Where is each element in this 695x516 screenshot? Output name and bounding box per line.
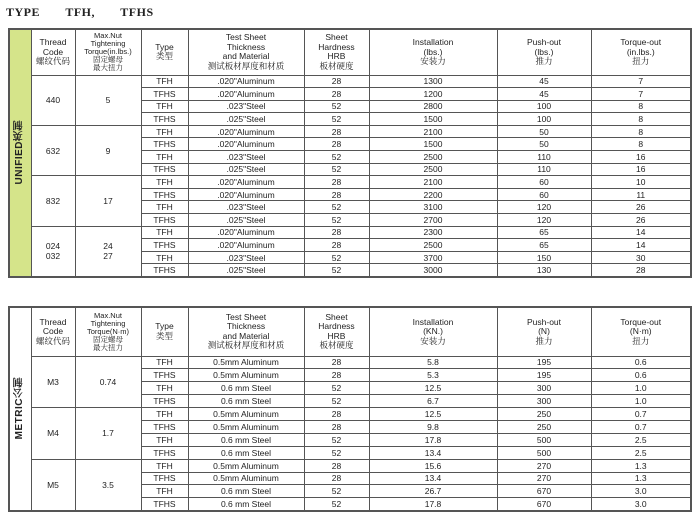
table-row xyxy=(9,176,691,189)
header-line: 螺纹代码 xyxy=(35,56,70,66)
max-torque-cell xyxy=(75,75,141,125)
torque-out-cell: 8 xyxy=(591,100,691,113)
thread-code: M3 xyxy=(47,376,59,387)
push-out-cell: 195 xyxy=(497,356,591,369)
column-header-torque xyxy=(75,29,141,75)
sheet-material-cell: .025"Steel xyxy=(188,113,304,126)
hardness-cell: 52 xyxy=(304,214,369,227)
table-row xyxy=(9,226,691,239)
type-cell: TFHS xyxy=(141,188,188,201)
installation-cell: 15.6 xyxy=(369,459,497,472)
sheet-material-cell: .023"Steel xyxy=(188,201,304,214)
installation-cell: 12.5 xyxy=(369,408,497,421)
push-out-cell: 100 xyxy=(497,100,591,113)
hardness-cell: 52 xyxy=(304,201,369,214)
header-line: 最大扭力 xyxy=(93,63,123,73)
push-out-cell: 500 xyxy=(497,446,591,459)
type-cell: TFH xyxy=(141,176,188,189)
hardness-cell: 28 xyxy=(304,125,369,138)
header-line: Sheet xyxy=(325,311,348,322)
installation-cell: 2100 xyxy=(369,176,497,189)
column-header-torqueout xyxy=(591,307,691,356)
sheet-material-cell: .023"Steel xyxy=(188,100,304,113)
installation-cell: 17.8 xyxy=(369,498,497,511)
header-line: 推力 xyxy=(535,56,553,66)
sheet-material-cell: .025"Steel xyxy=(188,264,304,277)
sheet-material-cell: .020"Aluminum xyxy=(188,239,304,252)
push-out-cell: 250 xyxy=(497,408,591,421)
torque-out-cell: 14 xyxy=(591,239,691,252)
sheet-material-cell: 0.6 mm Steel xyxy=(188,395,304,408)
thread-code: 632 xyxy=(45,145,61,156)
header-line: Type xyxy=(155,321,174,332)
hardness-cell: 28 xyxy=(304,188,369,201)
installation-cell: 3700 xyxy=(369,251,497,264)
thread-code: 832 xyxy=(45,195,61,206)
installation-cell: 1500 xyxy=(369,138,497,151)
max-torque: 27 xyxy=(103,251,113,262)
max-torque-cell xyxy=(75,176,141,226)
push-out-cell: 65 xyxy=(497,226,591,239)
header-line: and Material xyxy=(222,330,270,341)
type-cell: TFH xyxy=(141,201,188,214)
push-out-cell: 120 xyxy=(497,214,591,227)
type-cell: TFHS xyxy=(141,239,188,252)
header-line: 安装力 xyxy=(420,56,446,66)
max-torque-cell xyxy=(75,459,141,511)
hardness-cell: 52 xyxy=(304,382,369,395)
thread-code: M4 xyxy=(47,428,59,439)
push-out-cell: 60 xyxy=(497,188,591,201)
type-cell: TFHS xyxy=(141,113,188,126)
torque-out-cell: 1.0 xyxy=(591,382,691,395)
push-out-cell: 250 xyxy=(497,420,591,433)
column-header-torqueout xyxy=(591,29,691,75)
thread-code-cell xyxy=(31,176,75,226)
sheet-material-cell: .020"Aluminum xyxy=(188,125,304,138)
torque-out-cell: 0.6 xyxy=(591,369,691,382)
type-cell: TFH xyxy=(141,125,188,138)
type-cell: TFH xyxy=(141,408,188,421)
header-line: 固定螺母 xyxy=(93,334,123,344)
installation-cell: 5.8 xyxy=(369,356,497,369)
push-out-cell: 120 xyxy=(497,201,591,214)
metric-spec-table xyxy=(8,306,692,512)
hardness-cell: 28 xyxy=(304,176,369,189)
push-out-cell: 270 xyxy=(497,459,591,472)
sheet-material-cell: .023"Steel xyxy=(188,151,304,164)
header-line: Push-out xyxy=(526,37,562,47)
hardness-cell: 28 xyxy=(304,408,369,421)
table-row xyxy=(9,75,691,88)
column-header-install xyxy=(369,307,497,356)
torque-out-cell: 16 xyxy=(591,151,691,164)
hardness-cell: 52 xyxy=(304,113,369,126)
push-out-cell: 110 xyxy=(497,163,591,176)
thread-code: 440 xyxy=(45,95,61,106)
push-out-cell: 100 xyxy=(497,113,591,126)
header-row xyxy=(9,307,691,356)
installation-cell: 5.3 xyxy=(369,369,497,382)
type-cell: TFH xyxy=(141,75,188,88)
sheet-material-cell: 0.5mm Aluminum xyxy=(188,472,304,485)
sheet-material-cell: .020"Aluminum xyxy=(188,226,304,239)
header-line: and Material xyxy=(222,51,270,62)
push-out-cell: 45 xyxy=(497,75,591,88)
side-label-text: UNIFIED英制 xyxy=(14,119,26,184)
torque-out-cell: 7 xyxy=(591,75,691,88)
table-row xyxy=(9,356,691,369)
type-cell: TFH xyxy=(141,251,188,264)
installation-cell: 2800 xyxy=(369,100,497,113)
max-torque-cell xyxy=(75,356,141,408)
hardness-cell: 28 xyxy=(304,226,369,239)
torque-out-cell: 1.0 xyxy=(591,395,691,408)
type-cell: TFHS xyxy=(141,369,188,382)
header-line: Thickness xyxy=(226,41,266,52)
type-cell: TFH xyxy=(141,485,188,498)
hardness-cell: 52 xyxy=(304,100,369,113)
torque-out-cell: 11 xyxy=(591,188,691,201)
header-line: Thickness xyxy=(226,321,266,332)
hardness-cell: 52 xyxy=(304,395,369,408)
title-tfhs: TFHS xyxy=(120,5,154,19)
metric-side-label xyxy=(9,307,31,511)
type-cell: TFHS xyxy=(141,472,188,485)
sheet-material-cell: .020"Aluminum xyxy=(188,88,304,101)
installation-cell: 3000 xyxy=(369,264,497,277)
max-torque: 1.7 xyxy=(102,428,114,439)
header-line: Torque-out xyxy=(620,37,662,47)
hardness-cell: 52 xyxy=(304,151,369,164)
installation-cell: 26.7 xyxy=(369,485,497,498)
hardness-cell: 28 xyxy=(304,239,369,252)
thread-code-cell xyxy=(31,408,75,460)
header-row xyxy=(9,29,691,75)
installation-cell: 13.4 xyxy=(369,472,497,485)
push-out-cell: 150 xyxy=(497,251,591,264)
push-out-cell: 670 xyxy=(497,485,591,498)
header-line: 螺纹代码 xyxy=(35,335,70,346)
thread-code: 032 xyxy=(45,251,61,262)
header-line: (lbs.) xyxy=(423,46,443,57)
torque-out-cell: 8 xyxy=(591,125,691,138)
header-line: 扭力 xyxy=(632,335,650,346)
sheet-material-cell: 0.5mm Aluminum xyxy=(188,408,304,421)
torque-out-cell: 1.3 xyxy=(591,472,691,485)
header-line: Torque(N·m) xyxy=(86,326,130,336)
column-header-push xyxy=(497,307,591,356)
hardness-cell: 28 xyxy=(304,459,369,472)
column-header-thread xyxy=(31,29,75,75)
type-cell: TFH xyxy=(141,382,188,395)
installation-cell: 2500 xyxy=(369,151,497,164)
type-cell: TFH xyxy=(141,100,188,113)
thread-code-cell xyxy=(31,226,75,276)
hardness-cell: 28 xyxy=(304,88,369,101)
header-line: Test Sheet xyxy=(225,311,267,322)
unified-spec-table xyxy=(8,28,692,278)
sheet-material-cell: .020"Aluminum xyxy=(188,138,304,151)
push-out-cell: 45 xyxy=(497,88,591,101)
header-line: Max.Nut xyxy=(94,31,122,41)
installation-cell: 12.5 xyxy=(369,382,497,395)
sheet-material-cell: 0.6 mm Steel xyxy=(188,446,304,459)
sheet-material-cell: .020"Aluminum xyxy=(188,188,304,201)
installation-cell: 3100 xyxy=(369,201,497,214)
sheet-material-cell: .023"Steel xyxy=(188,251,304,264)
hardness-cell: 28 xyxy=(304,356,369,369)
installation-cell: 13.4 xyxy=(369,446,497,459)
torque-out-cell: 14 xyxy=(591,226,691,239)
column-header-install xyxy=(369,29,497,75)
max-torque: 5 xyxy=(105,95,111,106)
column-header-sheet xyxy=(188,29,304,75)
type-cell: TFH xyxy=(141,459,188,472)
sheet-material-cell: 0.5mm Aluminum xyxy=(188,420,304,433)
torque-out-cell: 26 xyxy=(591,214,691,227)
torque-out-cell: 7 xyxy=(591,88,691,101)
push-out-cell: 110 xyxy=(497,151,591,164)
header-line: Torque-out xyxy=(620,316,662,327)
header-line: Installation xyxy=(412,37,454,47)
hardness-cell: 28 xyxy=(304,75,369,88)
header-line: Torque(in.lbs.) xyxy=(84,47,132,57)
type-cell: TFH xyxy=(141,151,188,164)
header-line: Type xyxy=(155,41,174,52)
header-line: Thread xyxy=(39,316,67,327)
thread-code-cell xyxy=(31,356,75,408)
sheet-material-cell: 0.5mm Aluminum xyxy=(188,369,304,382)
hardness-cell: 52 xyxy=(304,433,369,446)
max-torque: 0.74 xyxy=(99,376,117,387)
header-line: (lbs.) xyxy=(534,46,554,57)
installation-cell: 2200 xyxy=(369,188,497,201)
sheet-material-cell: 0.5mm Aluminum xyxy=(188,356,304,369)
push-out-cell: 130 xyxy=(497,264,591,277)
push-out-cell: 50 xyxy=(497,125,591,138)
torque-out-cell: 0.7 xyxy=(591,420,691,433)
torque-out-cell: 30 xyxy=(591,251,691,264)
header-line: Hardness xyxy=(318,41,355,52)
sheet-material-cell: .020"Aluminum xyxy=(188,75,304,88)
type-cell: TFHS xyxy=(141,395,188,408)
hardness-cell: 52 xyxy=(304,163,369,176)
type-cell: TFHS xyxy=(141,163,188,176)
push-out-cell: 60 xyxy=(497,176,591,189)
hardness-cell: 28 xyxy=(304,369,369,382)
sheet-material-cell: 0.6 mm Steel xyxy=(188,382,304,395)
header-line: 推力 xyxy=(535,335,553,346)
header-line: 板材硬度 xyxy=(319,60,354,71)
header-line: 安装力 xyxy=(420,335,446,346)
header-line: 测试板材厚度和材质 xyxy=(207,340,285,351)
sheet-material-cell: 0.6 mm Steel xyxy=(188,433,304,446)
type-cell: TFHS xyxy=(141,214,188,227)
torque-out-cell: 10 xyxy=(591,176,691,189)
max-torque: 17 xyxy=(103,195,113,206)
unified-side-label xyxy=(9,29,31,277)
installation-cell: 6.7 xyxy=(369,395,497,408)
column-header-hardness xyxy=(304,307,369,356)
sheet-material-cell: .025"Steel xyxy=(188,163,304,176)
title-tfh: TFH, xyxy=(65,5,95,19)
torque-out-cell: 3.0 xyxy=(591,498,691,511)
header-line: 扭力 xyxy=(632,56,650,66)
header-line: 固定螺母 xyxy=(93,55,123,65)
installation-cell: 2100 xyxy=(369,125,497,138)
header-line: Hardness xyxy=(318,321,355,332)
column-header-sheet xyxy=(188,307,304,356)
torque-out-cell: 26 xyxy=(591,201,691,214)
column-header-type xyxy=(141,29,188,75)
torque-out-cell: 2.5 xyxy=(591,433,691,446)
max-torque: 24 xyxy=(103,241,113,252)
push-out-cell: 300 xyxy=(497,382,591,395)
thread-code-cell xyxy=(31,459,75,511)
torque-out-cell: 8 xyxy=(591,113,691,126)
max-torque-cell xyxy=(75,408,141,460)
header-line: HRB xyxy=(327,51,346,62)
max-torque: 9 xyxy=(105,145,111,156)
header-line: Push-out xyxy=(526,316,562,327)
table-row xyxy=(9,408,691,421)
column-header-type xyxy=(141,307,188,356)
push-out-cell: 300 xyxy=(497,395,591,408)
push-out-cell: 270 xyxy=(497,472,591,485)
sheet-material-cell: 0.6 mm Steel xyxy=(188,498,304,511)
header-line: (N·m) xyxy=(629,326,652,336)
hardness-cell: 52 xyxy=(304,498,369,511)
header-line: Code xyxy=(42,326,64,336)
torque-out-cell: 28 xyxy=(591,264,691,277)
header-line: Thread xyxy=(39,37,67,47)
installation-cell: 1500 xyxy=(369,113,497,126)
type-cell: TFHS xyxy=(141,88,188,101)
type-cell: TFH xyxy=(141,356,188,369)
header-line: 最大扭力 xyxy=(93,342,123,352)
type-cell: TFHS xyxy=(141,264,188,277)
push-out-cell: 500 xyxy=(497,433,591,446)
type-cell: TFH xyxy=(141,226,188,239)
installation-cell: 1200 xyxy=(369,88,497,101)
hardness-cell: 52 xyxy=(304,264,369,277)
header-line: Max.Nut xyxy=(94,310,122,320)
push-out-cell: 50 xyxy=(497,138,591,151)
column-header-push xyxy=(497,29,591,75)
torque-out-cell: 8 xyxy=(591,138,691,151)
sheet-material-cell: 0.6 mm Steel xyxy=(188,485,304,498)
installation-cell: 2500 xyxy=(369,239,497,252)
max-torque-cell xyxy=(75,226,141,276)
table-row xyxy=(9,459,691,472)
max-torque-cell xyxy=(75,125,141,175)
sheet-material-cell: .025"Steel xyxy=(188,214,304,227)
header-line: (N) xyxy=(538,326,550,336)
installation-cell: 2500 xyxy=(369,163,497,176)
header-line: 类型 xyxy=(155,51,173,62)
thread-code: M5 xyxy=(47,479,59,490)
installation-cell: 9.8 xyxy=(369,420,497,433)
page-title xyxy=(6,5,176,20)
hardness-cell: 28 xyxy=(304,420,369,433)
sheet-material-cell: .020"Aluminum xyxy=(188,176,304,189)
thread-code: 024 xyxy=(45,241,61,252)
header-line: (in.lbs.) xyxy=(626,46,655,57)
hardness-cell: 52 xyxy=(304,485,369,498)
title-type: TYPE xyxy=(6,5,41,19)
type-cell: TFHS xyxy=(141,420,188,433)
header-line: Code xyxy=(42,46,64,57)
thread-code-cell xyxy=(31,125,75,175)
installation-cell: 2700 xyxy=(369,214,497,227)
push-out-cell: 65 xyxy=(497,239,591,252)
installation-cell: 17.8 xyxy=(369,433,497,446)
hardness-cell: 52 xyxy=(304,251,369,264)
torque-out-cell: 0.7 xyxy=(591,408,691,421)
column-header-thread xyxy=(31,307,75,356)
table-row xyxy=(9,125,691,138)
hardness-cell: 28 xyxy=(304,138,369,151)
type-cell: TFHS xyxy=(141,446,188,459)
torque-out-cell: 2.5 xyxy=(591,446,691,459)
torque-out-cell: 1.3 xyxy=(591,459,691,472)
type-cell: TFH xyxy=(141,433,188,446)
header-line: (KN.) xyxy=(423,326,443,336)
hardness-cell: 52 xyxy=(304,446,369,459)
header-line: Test Sheet xyxy=(225,32,267,43)
column-header-torque xyxy=(75,307,141,356)
header-line: Tightening xyxy=(90,318,126,328)
push-out-cell: 670 xyxy=(497,498,591,511)
installation-cell: 2300 xyxy=(369,226,497,239)
column-header-hardness xyxy=(304,29,369,75)
header-line: HRB xyxy=(327,330,346,341)
thread-code-cell xyxy=(31,75,75,125)
header-line: 测试板材厚度和材质 xyxy=(207,60,285,71)
installation-cell: 1300 xyxy=(369,75,497,88)
header-line: Installation xyxy=(412,316,454,327)
hardness-cell: 28 xyxy=(304,472,369,485)
torque-out-cell: 16 xyxy=(591,163,691,176)
side-label-text: METRIC公制 xyxy=(14,376,26,440)
type-cell: TFHS xyxy=(141,138,188,151)
torque-out-cell: 0.6 xyxy=(591,356,691,369)
header-line: 类型 xyxy=(155,330,173,341)
header-line: 板材硬度 xyxy=(319,340,354,351)
torque-out-cell: 3.0 xyxy=(591,485,691,498)
push-out-cell: 195 xyxy=(497,369,591,382)
sheet-material-cell: 0.5mm Aluminum xyxy=(188,459,304,472)
max-torque: 3.5 xyxy=(102,479,114,490)
type-cell: TFHS xyxy=(141,498,188,511)
header-line: Tightening xyxy=(90,39,126,49)
header-line: Sheet xyxy=(325,32,348,43)
